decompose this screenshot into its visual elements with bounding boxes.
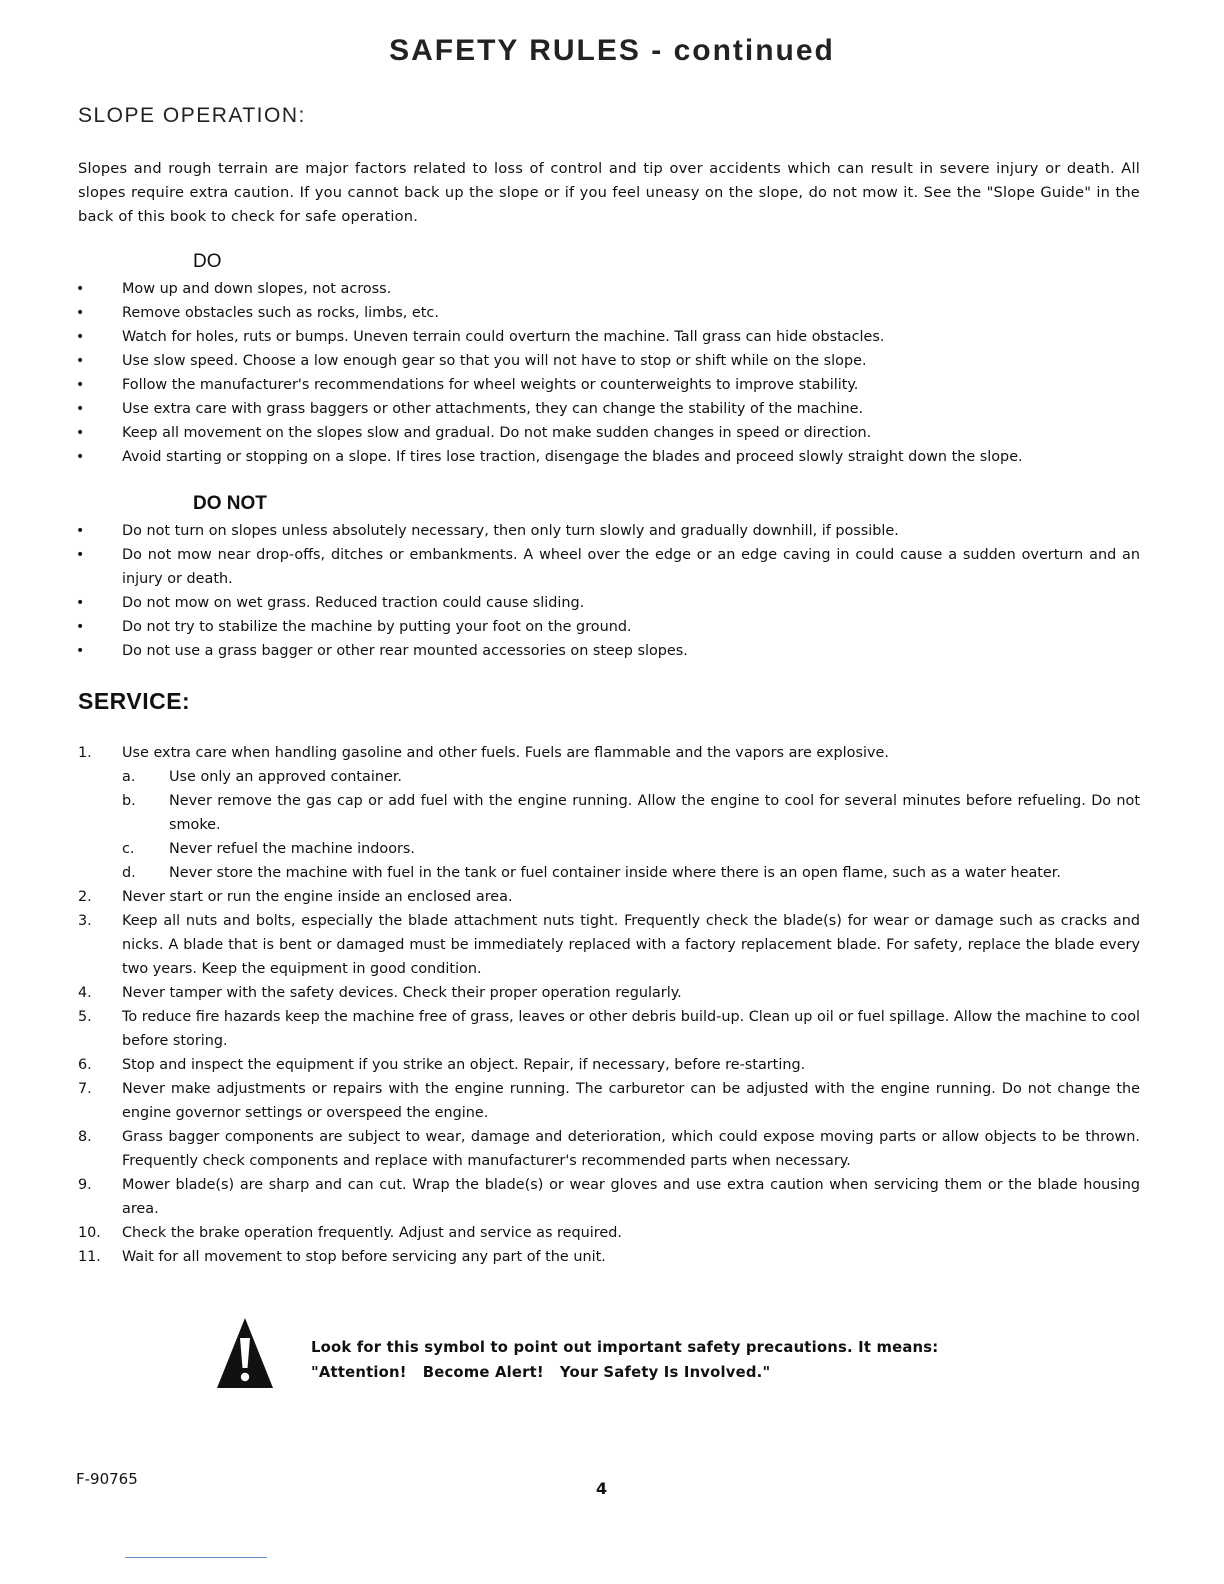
list-item: 3. Keep all nuts and bolts, especially the blade attachment nuts tight. Frequently check the blade(s) for wear or damage such as cracks and nicks. A blade that is bent or damaged must be immediately replaced with a factory replacement blade. For safety, replace the blade every two years. Keep the equipment in good condition. [78, 909, 1140, 981]
bullet-icon: • [76, 329, 85, 345]
list-item: 5. To reduce fire hazards keep the machine free of grass, leaves or other debris build-up. Clean up oil or fuel spillage. Allow the machine to cool before storing. [78, 1005, 1140, 1053]
item-number: 2. [78, 889, 92, 905]
list-item: 6. Stop and inspect the equipment if you strike an object. Repair, if necessary, before re-starting. [78, 1053, 1140, 1077]
item-letter: c. [122, 841, 135, 857]
bullet-icon: • [76, 643, 85, 659]
list-item: 10. Check the brake operation frequently. Adjust and service as required. [78, 1221, 1140, 1245]
item-number: 10. [78, 1225, 101, 1241]
page-number: 4 [596, 1479, 608, 1498]
item-number: 8. [78, 1129, 92, 1145]
item-number: 3. [78, 913, 92, 929]
list-item: • Use slow speed. Choose a low enough gear so that you will not have to stop or shift while on the slope. [78, 349, 1140, 373]
list-item: • Watch for holes, ruts or bumps. Uneven terrain could overturn the machine. Tall grass can hide obstacles. [78, 325, 1140, 349]
item-number: 4. [78, 985, 92, 1001]
list-item: • Do not try to stabilize the machine by putting your foot on the ground. [78, 615, 1140, 639]
item-number: 11. [78, 1249, 101, 1265]
bullet-icon: • [76, 449, 85, 465]
service-heading: SERVICE: [78, 688, 191, 714]
list-item: • Do not turn on slopes unless absolutely necessary, then only turn slowly and gradually downhill, if possible. [78, 519, 1140, 543]
warning-line-2: "Attention! Become Alert! Your Safety Is Involved." [311, 1364, 771, 1381]
list-item: • Avoid starting or stopping on a slope. If tires lose traction, disengage the blades and proceed slowly straight down the slope. [78, 445, 1140, 469]
warning-message [311, 1335, 1011, 1385]
item-number: 1. [78, 745, 92, 761]
list-item: • Mow up and down slopes, not across. [78, 277, 1140, 301]
bullet-icon: • [76, 547, 85, 563]
do-heading: DO [193, 251, 222, 272]
list-item: 4. Never tamper with the safety devices. Check their proper operation regularly. [78, 981, 1140, 1005]
bullet-icon: • [76, 425, 85, 441]
service-list [78, 741, 1140, 1269]
sub-list-item: a. Use only an approved container. [122, 765, 1140, 789]
item-number: 5. [78, 1009, 92, 1025]
list-item: 2. Never start or run the engine inside an enclosed area. [78, 885, 1140, 909]
bullet-icon: • [76, 523, 85, 539]
list-item: • Do not mow on wet grass. Reduced traction could cause sliding. [78, 591, 1140, 615]
list-item: • Use extra care with grass baggers or other attachments, they can change the stability of the machine. [78, 397, 1140, 421]
do-list [78, 277, 1140, 469]
bullet-icon: • [76, 595, 85, 611]
sub-list-item: d. Never store the machine with fuel in the tank or fuel container inside where there is an open flame, such as a water heater. [122, 861, 1140, 885]
list-item: 9. Mower blade(s) are sharp and can cut. Wrap the blade(s) or wear gloves and use extra caution when servicing them or the blade housing area. [78, 1173, 1140, 1221]
slope-intro-paragraph: Slopes and rough terrain are major factors related to loss of control and tip over accidents which can result in severe injury or death. All slopes require extra caution. If you cannot back up the slope or if you feel uneasy on the slope, do not mow it. See the "Slope Guide" in the back of this book to check for safe operation. [78, 160, 1140, 225]
list-item: • Keep all movement on the slopes slow and gradual. Do not make sudden changes in speed or direction. [78, 421, 1140, 445]
list-item: • Do not mow near drop-offs, ditches or embankments. A wheel over the edge or an edge caving in could cause a sudden overturn and an injury or death. [78, 543, 1140, 591]
item-number: 9. [78, 1177, 92, 1193]
bullet-icon: • [76, 305, 85, 321]
list-item: • Follow the manufacturer's recommendations for wheel weights or counterweights to improve stability. [78, 373, 1140, 397]
list-item: 11. Wait for all movement to stop before servicing any part of the unit. [78, 1245, 1140, 1269]
bullet-icon: • [76, 281, 85, 297]
item-number: 6. [78, 1057, 92, 1073]
list-item: 7. Never make adjustments or repairs with the engine running. The carburetor can be adjusted with the engine running. Do not change the engine governor settings or overspeed the engine. [78, 1077, 1140, 1125]
document-code: F-90765 [76, 1470, 138, 1488]
warning-triangle-icon [215, 1316, 275, 1390]
bullet-icon: • [76, 401, 85, 417]
bullet-icon: • [76, 353, 85, 369]
bullet-icon: • [76, 377, 85, 393]
sub-list [122, 765, 1140, 885]
item-letter: b. [122, 793, 136, 809]
list-item: 1. Use extra care when handling gasoline and other fuels. Fuels are flammable and the vapors are explosive. a. Use only an approved container. b. Never remove the gas cap or add fuel with the engine running. Allow the engine to cool for several minutes before refueling. Do not smoke. c. Never refuel the machine indoors. d. Never store the machine with fuel in the tank or fuel container inside where there is an open flame, such as a water heater. [78, 741, 1140, 885]
bullet-icon: • [76, 619, 85, 635]
item-letter: d. [122, 865, 136, 881]
list-item: • Do not use a grass bagger or other rear mounted accessories on steep slopes. [78, 639, 1140, 663]
item-letter: a. [122, 769, 136, 785]
page-title: SAFETY RULES - continued [389, 34, 835, 67]
sub-list-item: b. Never remove the gas cap or add fuel with the engine running. Allow the engine to cool for several minutes before refueling. Do not smoke. [122, 789, 1140, 837]
item-number: 7. [78, 1081, 92, 1097]
do-not-list [78, 519, 1140, 663]
do-not-heading: DO NOT [193, 493, 267, 514]
warning-line-1: Look for this symbol to point out important safety precautions. It means: [311, 1339, 939, 1356]
list-item: 8. Grass bagger components are subject to wear, damage and deterioration, which could expose moving parts or allow objects to be thrown. Frequently check components and replace with manufacturer's recommended parts when necessary. [78, 1125, 1140, 1173]
list-item: • Remove obstacles such as rocks, limbs, etc. [78, 301, 1140, 325]
sub-list-item: c. Never refuel the machine indoors. [122, 837, 1140, 861]
footer-rule [125, 1557, 267, 1558]
slope-operation-heading: SLOPE OPERATION: [78, 104, 306, 127]
